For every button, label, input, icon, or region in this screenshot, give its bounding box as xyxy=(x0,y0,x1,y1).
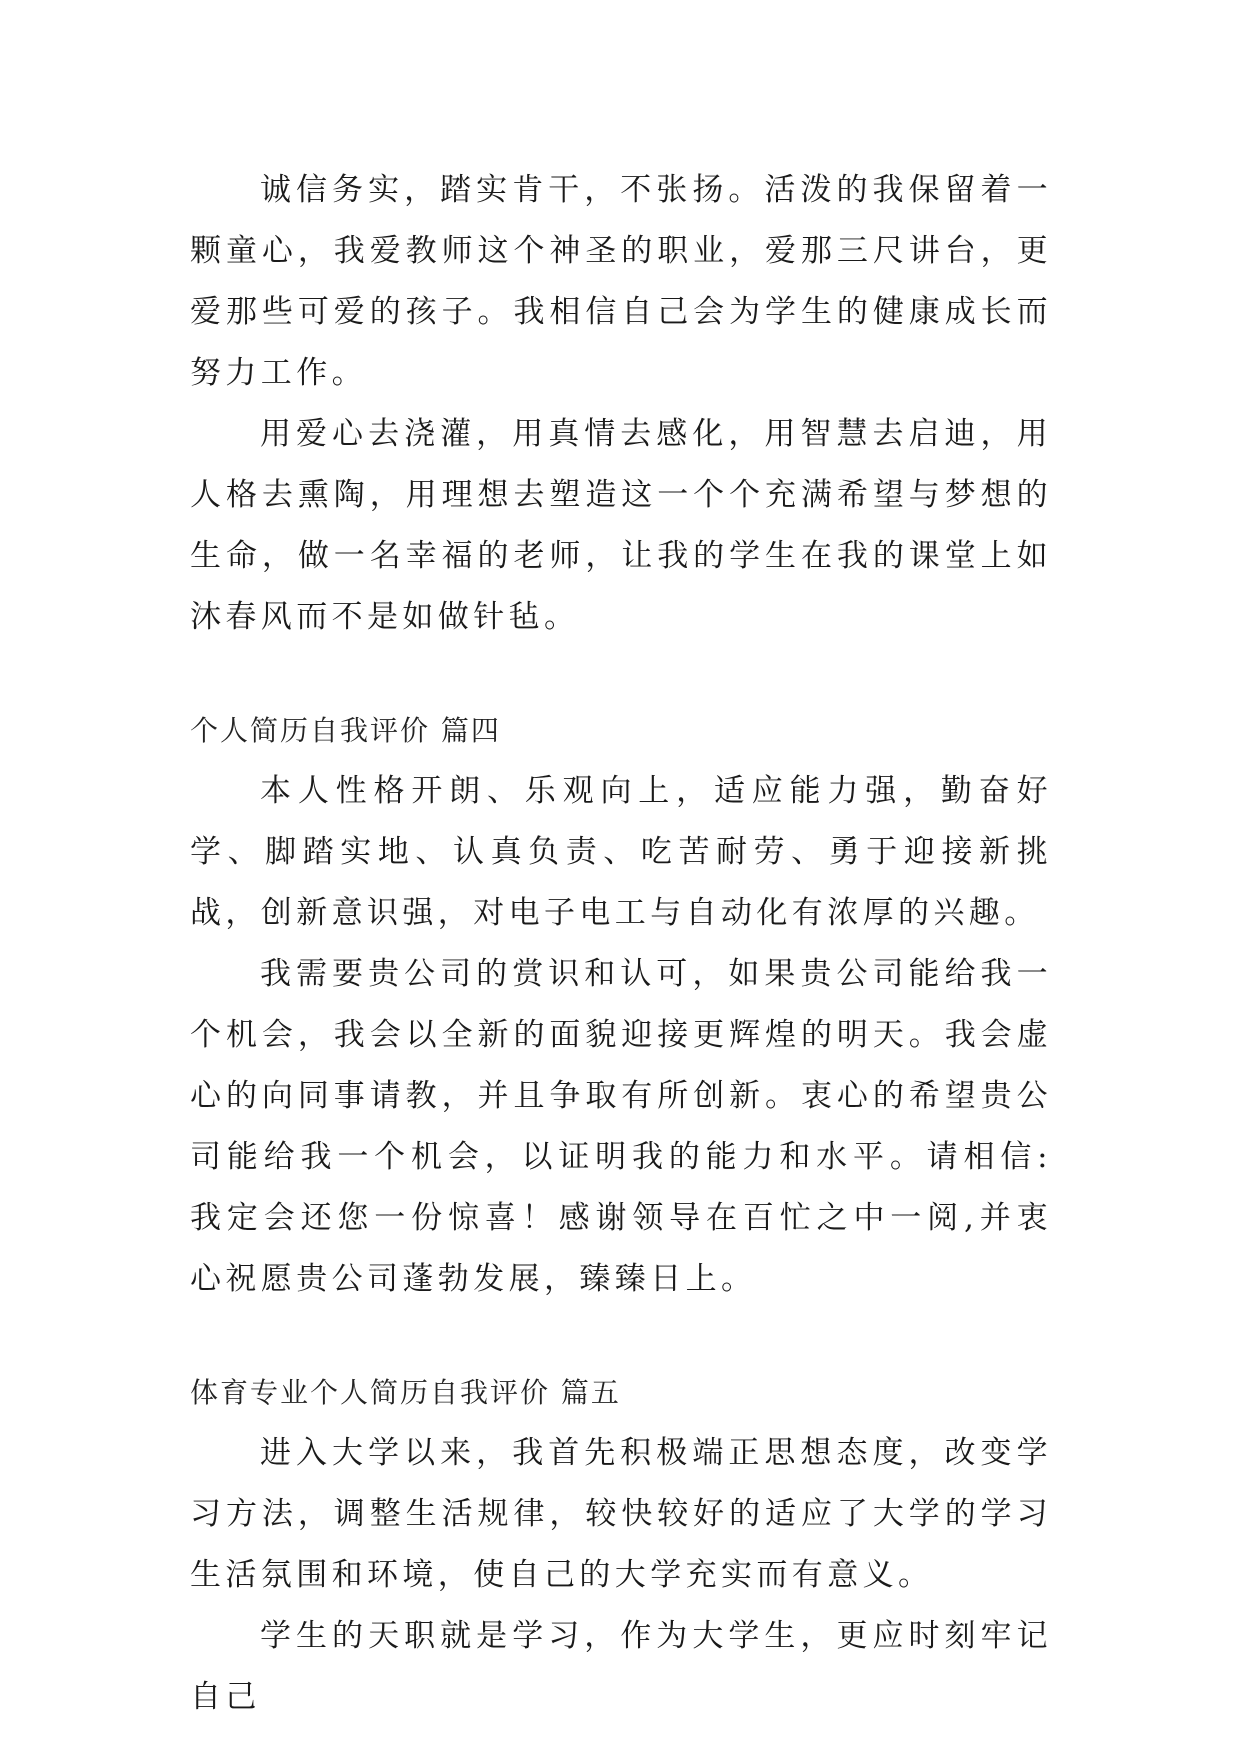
section-gap xyxy=(190,648,1052,700)
section-heading-part-five: 体育专业个人简历自我评价 篇五 xyxy=(190,1376,621,1409)
paragraph-university-life: 进入大学以来，我首先积极端正思想态度，改变学习方法，调整生活规律，较快较好的适应了大学的学习生活氛围和环境，使自己的大学充实而有意义。 xyxy=(190,1435,1052,1593)
section-heading-part-four: 个人简历自我评价 篇四 xyxy=(190,714,501,747)
paragraph-teacher-ideal: 用爱心去浇灌，用真情去感化，用智慧去启迪，用人格去熏陶，用理想去塑造这一个个充满希望与梦想的生命，做一名幸福的老师，让我的学生在我的课堂上如沐春风而不是如做针毡。 xyxy=(190,416,1052,635)
section-gap xyxy=(190,1310,1052,1362)
document-body xyxy=(190,160,1052,1728)
paragraph-teacher-intro: 诚信务实，踏实肯干，不张扬。活泼的我保留着一颗童心，我爱教师这个神圣的职业，爱那三尺讲台，更爱那些可爱的孩子。我相信自己会为学生的健康成长而努力工作。 xyxy=(190,172,1052,391)
paragraph-personality: 本人性格开朗、乐观向上，适应能力强，勤奋好学、脚踏实地、认真负责、吃苦耐劳、勇于迎接新挑战，创新意识强，对电子电工与自动化有浓厚的兴趣。 xyxy=(190,773,1052,931)
paragraph-student-duty: 学生的天职就是学习，作为大学生，更应时刻牢记自己 xyxy=(190,1618,1052,1715)
paragraph-company-request: 我需要贵公司的赏识和认可，如果贵公司能给我一个机会，我会以全新的面貌迎接更辉煌的明天。我会虚心的向同事请教，并且争取有所创新。衷心的希望贵公司能给我一个机会，以证明我的能力和水平。请相信:我定会还您一份惊喜！感谢领导在百忙之中一阅,并衷心祝愿贵公司蓬勃发展，臻臻日上。 xyxy=(190,956,1052,1297)
